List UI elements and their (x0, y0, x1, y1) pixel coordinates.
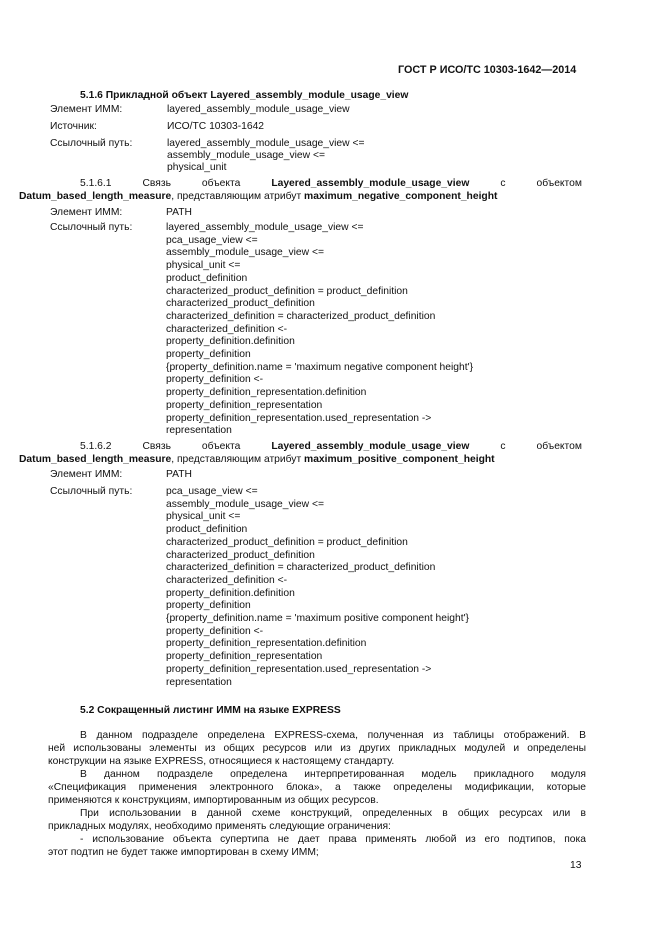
path-label: Ссылочный путь: (50, 138, 133, 149)
path-list (167, 138, 364, 174)
path-line: {property_definition.name = 'maximum positive component height'} (166, 613, 469, 625)
list-item: - использование объекта супертипа не дает права применять любой из его подтипов, пока (80, 834, 586, 845)
heading-word: с (500, 178, 506, 189)
paragraph-line: этот подтип не будет также импортирован в схему ИММ; (48, 846, 319, 858)
path-line: characterized_product_definition (166, 549, 315, 561)
subsection-5-1-6-1-heading (80, 178, 582, 190)
path-line: property_definition.definition (166, 587, 295, 599)
heading-word: с (500, 441, 506, 452)
target-entity: Datum_based_length_measure (19, 454, 172, 465)
heading-word: объекта (201, 441, 241, 452)
subsection-5-1-6-2-heading (80, 441, 582, 453)
target-entity: Datum_based_length_measure (19, 191, 172, 202)
heading-text: , представляющим атрибут (171, 454, 305, 465)
element-label: Элемент ИММ: (50, 207, 123, 218)
path-label: Ссылочный путь: (50, 222, 133, 233)
document-header: ГОСТ Р ИСО/ТС 10303-1642—2014 (398, 64, 577, 76)
entity-name: Layered_assembly_module_usage_view (271, 441, 470, 452)
path-line: product_definition (166, 272, 248, 284)
path-line: property_definition_representation (166, 651, 323, 663)
heading-text: , представляющим атрибут (171, 191, 305, 202)
path-line: assembly_module_usage_view <= (166, 247, 324, 259)
paragraph-line: конструкции на языке EXPRESS, относящиеся к настоящему стандарту. (48, 755, 395, 767)
path-line: layered_assembly_module_usage_view <= (167, 138, 365, 149)
paragraph-3 (48, 808, 586, 834)
path-line: property_definition_representation (166, 399, 323, 411)
attribute-name: maximum_negative_component_height (304, 191, 498, 202)
path-line: physical_unit <= (166, 260, 241, 272)
subsection-number: 5.1.6.2 (80, 441, 112, 452)
section-5-1-6-heading: 5.1.6 Прикладной объект Layered_assembly_module_usage_view (80, 90, 409, 101)
element-label: Элемент ИММ: (50, 469, 123, 480)
path-line: characterized_definition = characterized_product_definition (166, 310, 436, 322)
section-5-2-heading: 5.2 Сокращенный листинг ИММ на языке EXPRESS (80, 705, 341, 716)
page-number: 13 (570, 860, 582, 871)
path-line: property_definition_representation.used_representation -> (166, 412, 432, 424)
path-line: property_definition.definition (166, 336, 295, 348)
path-line: property_definition (166, 600, 251, 612)
paragraph-line: применяются к конструкциям, импортированным из общих ресурсов. (48, 794, 379, 806)
paragraph-line: «Спецификация применения электронного блока», а также определены модификации, которые (48, 781, 586, 793)
path-line: property_definition_representation.definition (166, 638, 367, 650)
heading-word: Связь (142, 178, 171, 189)
paragraph-line: В данном подразделе определена интерпретированная модель прикладного модуля (80, 769, 586, 780)
element-value: PATH (166, 469, 192, 480)
path-line: characterized_definition = characterized_product_definition (166, 562, 436, 574)
heading-word: Связь (142, 441, 171, 452)
path-line: {property_definition.name = 'maximum negative component height'} (166, 361, 474, 373)
source-label: Источник: (50, 121, 97, 132)
attribute-name: maximum_positive_component_height (304, 454, 495, 465)
subsection-5-1-6-2-heading-cont (19, 454, 495, 466)
path-line: layered_assembly_module_usage_view <= (166, 222, 364, 233)
path-line: assembly_module_usage_view <= (166, 498, 324, 510)
heading-word: объектом (536, 441, 582, 452)
path-line: property_definition_representation.used_representation -> (166, 663, 432, 675)
path-line: characterized_product_definition (166, 298, 315, 310)
path-line: property_definition <- (166, 374, 264, 386)
path-line: representation (166, 425, 232, 437)
path-line: property_definition <- (166, 625, 264, 637)
element-label: Элемент ИММ: (50, 104, 123, 115)
path-line: physical_unit (167, 162, 227, 173)
heading-word: объектом (536, 178, 582, 189)
path-line: physical_unit <= (166, 511, 241, 523)
path-line: pca_usage_view <= (166, 234, 258, 246)
path-line: characterized_product_definition = product_definition (166, 536, 408, 548)
path-line: representation (166, 676, 232, 688)
entity-name: Layered_assembly_module_usage_view (271, 178, 470, 189)
path-line: assembly_module_usage_view <= (167, 150, 325, 161)
paragraph-line: ней использованы элементы из общих ресурсов или из других прикладных модулей и определены (48, 742, 586, 754)
path-list (166, 222, 473, 438)
path-line: property_definition_representation.definition (166, 387, 367, 399)
subsection-5-1-6-1-heading-cont (19, 191, 497, 203)
path-line: property_definition (166, 349, 251, 361)
path-list (166, 486, 469, 689)
path-line: characterized_definition <- (166, 574, 288, 586)
heading-word: объекта (201, 178, 241, 189)
paragraph-line: При использовании в данной схеме конструкций, определенных в общих ресурсах или в (80, 808, 586, 819)
paragraph-4 (48, 834, 586, 860)
path-label: Ссылочный путь: (50, 486, 133, 497)
subsection-number: 5.1.6.1 (80, 178, 112, 189)
path-line: pca_usage_view <= (166, 486, 258, 497)
paragraph-1 (48, 730, 586, 769)
path-line: characterized_definition <- (166, 323, 288, 335)
path-line: characterized_product_definition = product_definition (166, 285, 408, 297)
paragraph-line: В данном подразделе определена EXPRESS-схема, полученная из таблицы отображений. В (80, 730, 586, 741)
path-line: product_definition (166, 524, 248, 536)
paragraph-2 (48, 769, 586, 808)
paragraph-line: прикладных модулях, необходимо применять следующие ограничения: (48, 820, 391, 832)
source-value: ИСО/ТС 10303-1642 (167, 121, 265, 132)
element-value: PATH (166, 207, 192, 218)
element-value: layered_assembly_module_usage_view (167, 104, 350, 115)
